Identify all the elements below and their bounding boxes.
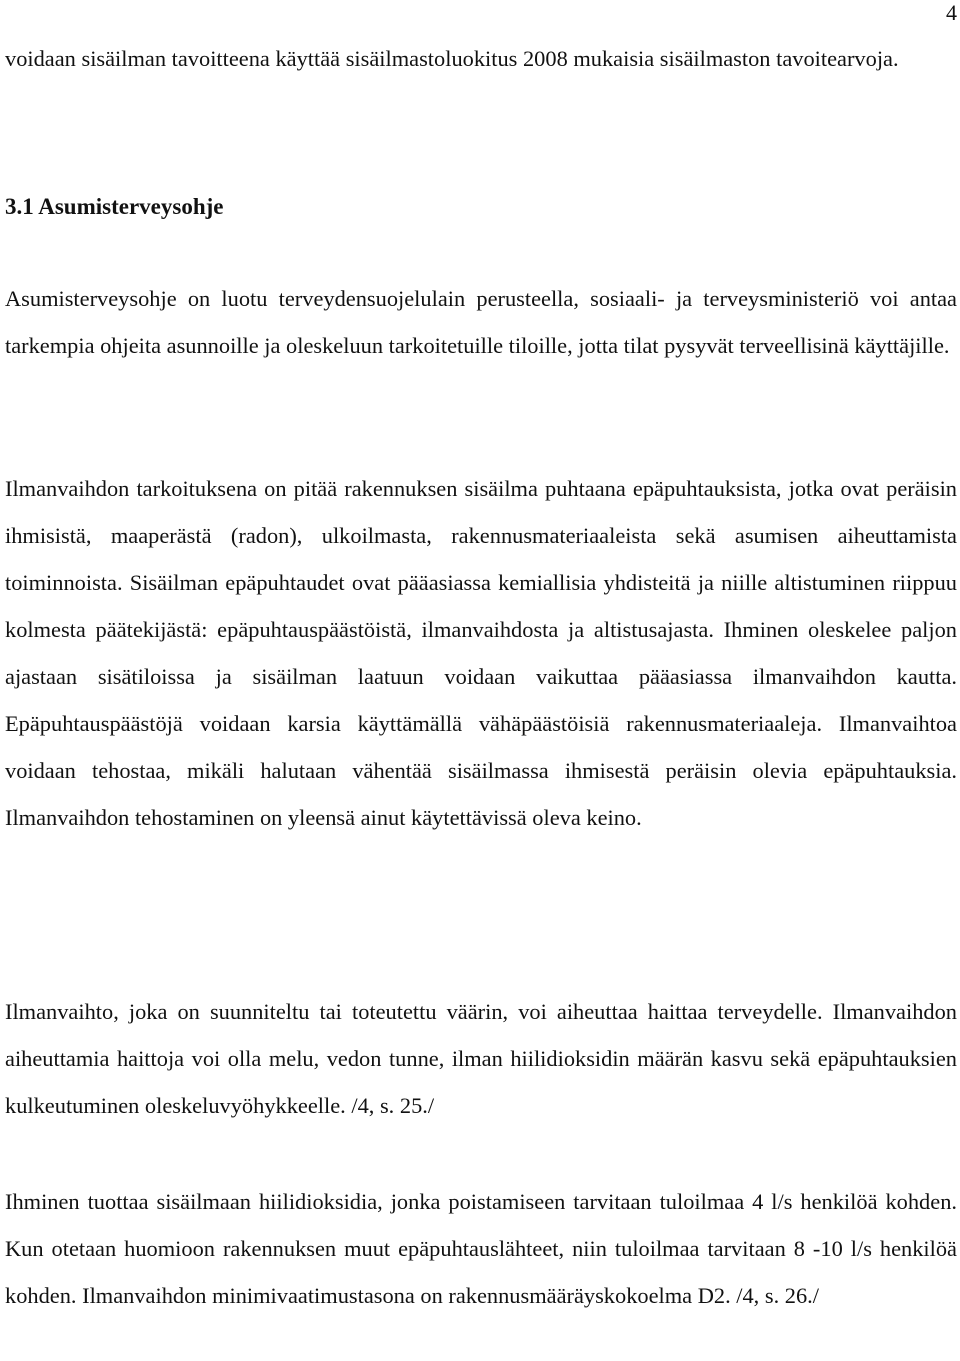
body-paragraph: Ilmanvaihdon tarkoituksena on pitää rakennuksen sisäilma puhtaana epäpuhtauksista, jotka ovat peräisin ihmisistä, maaperästä (radon), ulkoilmasta, rakennusmateriaaleista sekä asumisen aiheuttamista toiminnoista. Sisäilman epäpuhtaudet ovat pääasiassa kemiallisia yhdisteitä ja niille altistuminen riippuu kolmesta päätekijästä: epäpuhtauspäästöistä, ilmanvaihdosta ja altistusajasta. Ihminen oleskelee paljon ajastaan sisätiloissa ja sisäilman laatuun voidaan vaikuttaa pääasiassa ilmanvaihdon kautta. Epäpuhtauspäästöjä voidaan karsia käyttämällä vähäpäästöisiä rakennusmateriaaleja. Ilmanvaihtoa voidaan tehostaa, mikäli halutaan vähentää sisäilmassa ihmisestä peräisin olevia epäpuhtauksia. Ilmanvaihdon tehostaminen on yleensä ainut käytettävissä oleva keino. <box>5 476 957 830</box>
body-paragraph: Ilmanvaihto, joka on suunniteltu tai toteutettu väärin, voi aiheuttaa haittaa terveydelle. Ilmanvaihdon aiheuttamia haittoja voi olla melu, vedon tunne, ilman hiilidioksidin määrän kasvu sekä epäpuhtauksien kulkeutuminen oleskeluvyöhykkeelle. /4, s. 25./ <box>5 999 957 1118</box>
page-number: 4 <box>946 0 957 25</box>
body-paragraph: Asumisterveysohje on luotu terveydensuojelulain perusteella, sosiaali- ja terveysministeriö voi antaa tarkempia ohjeita asunnoille ja oleskeluun tarkoitetuille tiloille, jotta tilat pysyvät terveellisinä käyttäjille. <box>5 286 957 358</box>
body-paragraph: Ihminen tuottaa sisäilmaan hiilidioksidia, jonka poistamiseen tarvitaan tuloilmaa 4 l/s henkilöä kohden. Kun otetaan huomioon rakennuksen muut epäpuhtauslähteet, niin tuloilmaa tarvitaan 8 -10 l/s henkilöä kohden. Ilmanvaihdon minimivaatimustasona on rakennusmääräyskokoelma D2. /4, s. 26./ <box>5 1189 957 1308</box>
section-heading: 3.1 Asumisterveysohje <box>5 194 224 219</box>
intro-continuation-paragraph: voidaan sisäilman tavoitteena käyttää sisäilmastoluokitus 2008 mukaisia sisäilmaston tavoitearvoja. <box>5 46 899 71</box>
